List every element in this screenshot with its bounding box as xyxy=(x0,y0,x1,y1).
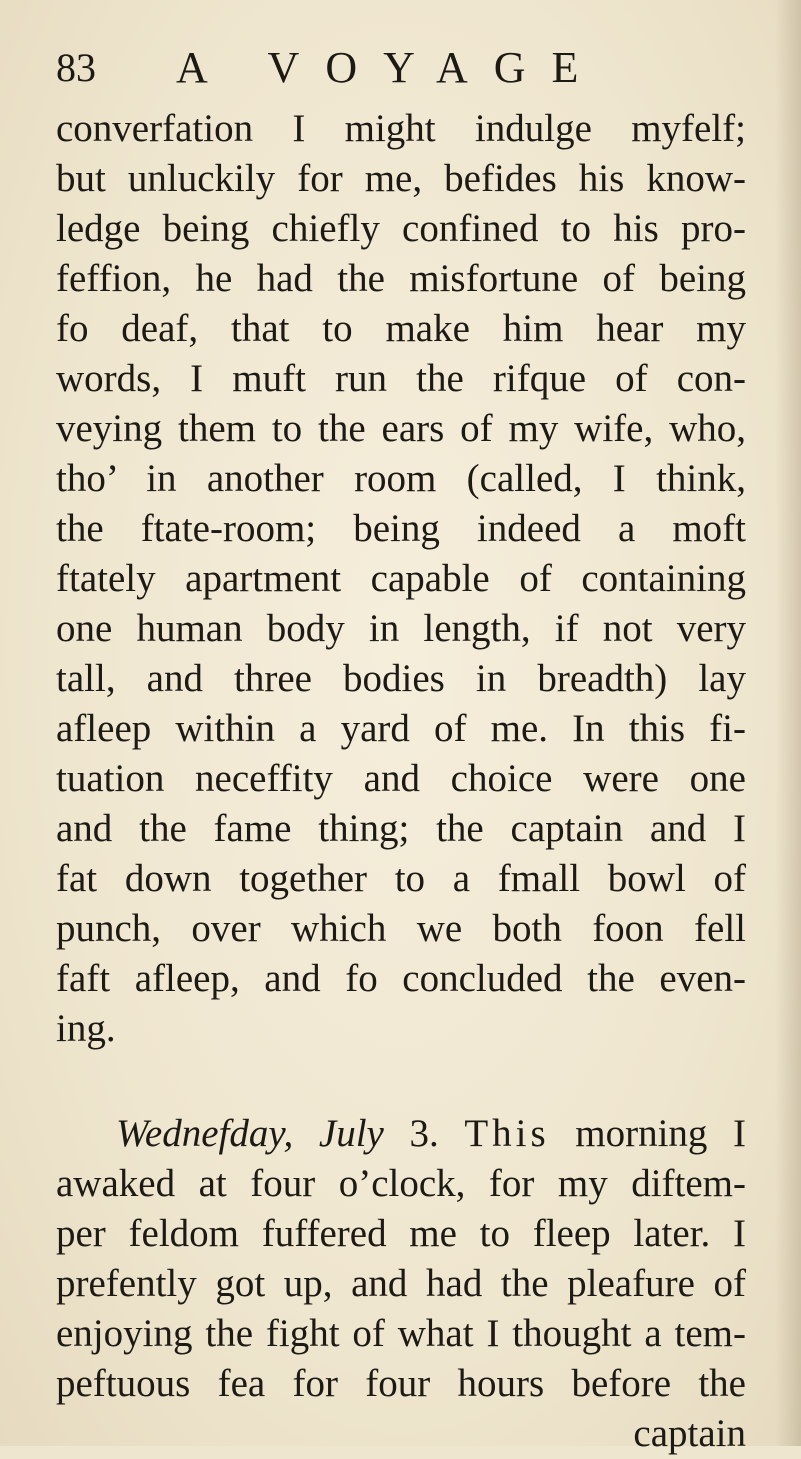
text-line: peftuous fea for four hours before the xyxy=(56,1362,746,1405)
journal-entry-heading xyxy=(56,1109,746,1159)
text-line: converfation I might indulge myfelf; xyxy=(56,107,746,150)
text-line: tho’ in another room (called, I think, xyxy=(56,457,746,500)
entry-day: Wednefday, xyxy=(116,1112,294,1155)
body-text xyxy=(56,104,746,1459)
text-line: but unluckily for me, befides his know- xyxy=(56,157,746,200)
text-line: words, I muft run the rifque of con- xyxy=(56,357,746,400)
text-line: fo deaf, that to make him hear my xyxy=(56,307,746,350)
page-header xyxy=(56,40,746,96)
text-line: prefently got up, and had the pleafure of xyxy=(56,1262,746,1305)
text-line: enjoying the fight of what I thought a tem- xyxy=(56,1312,746,1355)
text-line: punch, over which we both foon fell xyxy=(56,907,746,950)
text-line: veying them to the ears of my wife, who, xyxy=(56,407,746,450)
text-line: faft afleep, and fo concluded the even- xyxy=(56,957,746,1000)
entry-date: 3. xyxy=(383,1112,465,1155)
running-title: A VOYAGE xyxy=(176,43,605,92)
text-line: ftately apartment capable of containing xyxy=(56,557,746,600)
page-number: 83 xyxy=(56,45,96,90)
text-line: tuation neceffity and choice were one xyxy=(56,757,746,800)
text-line: afleep within a yard of me. In this fi- xyxy=(56,707,746,750)
entry-first-line-end: morning I xyxy=(549,1112,747,1155)
page-edge-shadow xyxy=(775,0,801,1446)
text-line: one human body in length, if not very xyxy=(56,607,746,650)
entry-month: July xyxy=(318,1112,384,1155)
paragraph-gap xyxy=(56,1054,746,1109)
text-line: the ftate-room; being indeed a moft xyxy=(56,507,746,550)
text-line: ledge being chiefly confined to his pro- xyxy=(56,207,746,250)
text-line: awaked at four o’clock, for my diftem- xyxy=(56,1162,746,1205)
text-line: and the fame thing; the captain and I xyxy=(56,807,746,850)
text-line: fat down together to a fmall bowl of xyxy=(56,857,746,900)
entry-first-word: This xyxy=(464,1112,550,1155)
text-line: per feldom fuffered me to fleep later. I xyxy=(56,1212,746,1255)
text-line: tall, and three bodies in breadth) lay xyxy=(56,657,746,700)
text-line: ing. xyxy=(56,1007,116,1050)
catchword: captain xyxy=(633,1412,746,1455)
text-line: feffion, he had the misfortune of being xyxy=(56,257,746,300)
